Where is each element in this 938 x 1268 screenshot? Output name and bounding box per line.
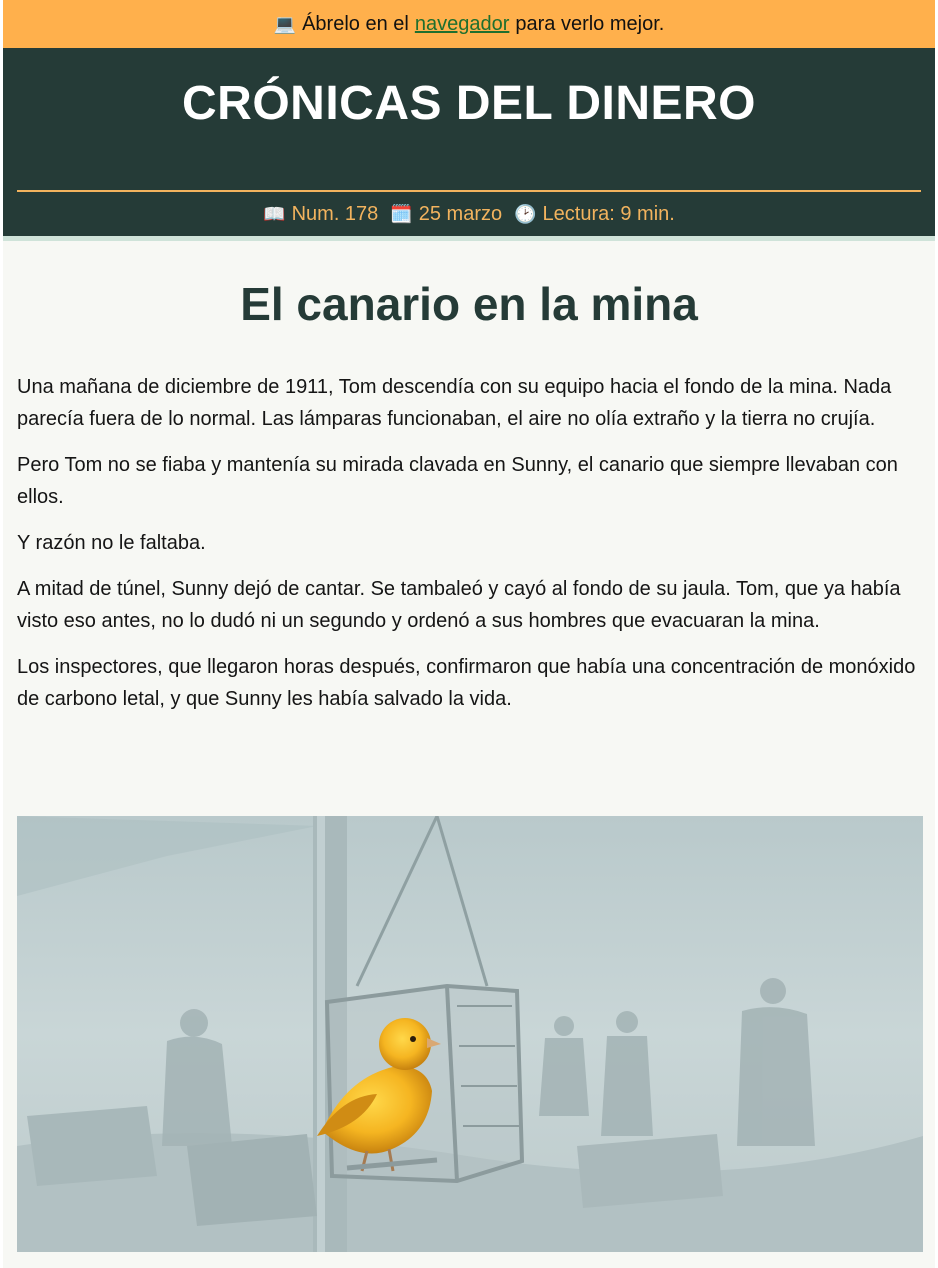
- article-paragraph: Pero Tom no se fiaba y mantenía su mirada clavada en Sunny, el canario que siempre llevaban con ellos.: [17, 454, 898, 508]
- article-paragraph: A mitad de túnel, Sunny dejó de cantar. Se tambaleó y cayó al fondo de su jaula. Tom, que ya había visto eso antes, no lo dudó ni un segundo y ordenó a sus hombres que evacuaran la mina.: [17, 578, 901, 632]
- article-paragraph: Y razón no le faltaba.: [17, 532, 206, 554]
- issue-meta: [3, 203, 935, 226]
- miner-helmet: [616, 1011, 638, 1033]
- browser-banner: [3, 0, 935, 48]
- masthead: [3, 48, 935, 236]
- reading-time-text: Lectura: 9 min.: [542, 203, 675, 225]
- pillar-highlight: [317, 816, 325, 1252]
- banner-suffix: para verlo mejor.: [515, 12, 665, 35]
- miner-body: [162, 1037, 232, 1146]
- article-paragraph: Los inspectores, que llegaron horas después, confirmaron que había una concentración de monóxido de carbono letal, y que Sunny les había salvado la vida.: [17, 656, 916, 710]
- miner-body: [737, 1007, 815, 1146]
- issue-number: [263, 203, 378, 226]
- miner-helmet: [760, 978, 786, 1004]
- mine-cart: [187, 1134, 317, 1226]
- laptop-icon: 💻: [273, 13, 297, 34]
- article-body: [17, 371, 921, 729]
- banner-prefix: Ábrelo en el: [302, 12, 409, 35]
- newsletter-title: CRÓNICAS DEL DINERO: [182, 77, 756, 130]
- issue-date: [390, 203, 502, 226]
- mine-cart: [577, 1134, 723, 1208]
- miner-helmet: [554, 1016, 574, 1036]
- open-in-browser-link[interactable]: navegador: [414, 12, 510, 35]
- mine-cart: [27, 1106, 157, 1186]
- canary-head: [379, 1018, 431, 1070]
- masthead-divider: [17, 190, 921, 192]
- mine-scene-svg: [17, 816, 923, 1252]
- article-content: [3, 241, 935, 1268]
- issue-number-text: Num. 178: [291, 203, 379, 225]
- miner-helmet: [180, 1009, 208, 1037]
- calendar-icon: 🗓️: [390, 204, 413, 224]
- miner-body: [539, 1038, 589, 1116]
- canary-in-mine-illustration: [17, 816, 923, 1252]
- book-icon: 📖: [263, 204, 286, 224]
- clock-icon: 🕑: [514, 204, 537, 224]
- issue-date-text: 25 marzo: [418, 203, 503, 225]
- reading-time: [514, 203, 675, 226]
- canary-eye: [410, 1036, 416, 1042]
- article-headline: El canario en la mina: [240, 278, 698, 330]
- miner-body: [601, 1036, 653, 1136]
- article-paragraph: Una mañana de diciembre de 1911, Tom descendía con su equipo hacia el fondo de la mina. Nada parecía fuera de lo normal. Las lámparas funcionaban, el aire no olía extraño y la tierra no crujía.: [17, 376, 892, 430]
